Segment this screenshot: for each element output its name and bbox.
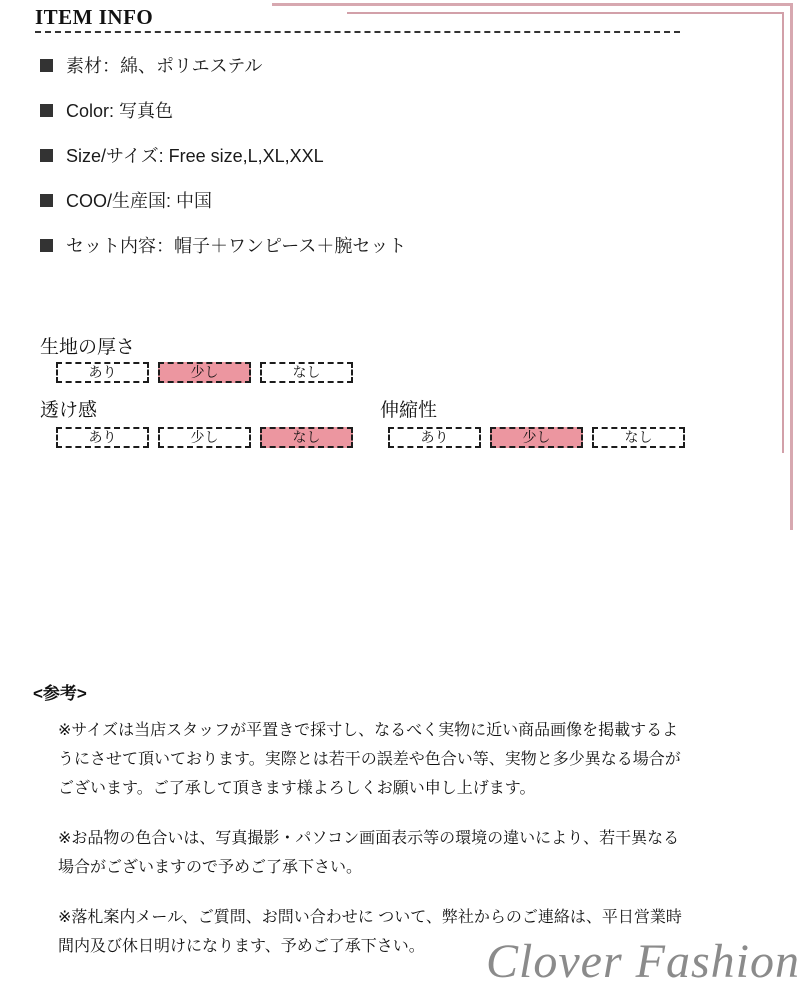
square-bullet-icon <box>40 194 53 207</box>
reference-paragraph-sizing <box>58 716 698 803</box>
spec-text: 素材：綿、ポリエステル <box>66 56 263 76</box>
reference-line: 間内及び休日明けになります、予めご了承下さい。 <box>58 938 425 955</box>
attr-options-sheerness <box>56 427 353 448</box>
spec-text: Size/サイズ: Free size,L,XL,XXL <box>66 146 324 166</box>
spec-item-material <box>40 55 406 75</box>
option-chip-ari: あり <box>56 362 149 383</box>
spec-item-coo <box>40 190 406 210</box>
square-bullet-icon <box>40 104 53 117</box>
reference-line: ※お品物の色合いは、写真撮影・パソコン画面表示等の環境の違いにより、若干異なる <box>58 830 680 847</box>
option-chip-sukoshi: 少し <box>158 427 251 448</box>
reference-paragraph-color-difference <box>58 824 698 882</box>
reference-line: ※落札案内メール、ご質問、お問い合わせに ついて、弊社からのご連絡は、平日営業時 <box>58 909 682 926</box>
option-chip-nashi-selected: なし <box>260 427 353 448</box>
dashed-divider <box>35 31 680 33</box>
reference-heading: <参考> <box>33 684 87 703</box>
option-chip-sukoshi-selected: 少し <box>490 427 583 448</box>
option-chip-nashi: なし <box>260 362 353 383</box>
frame-line-inner-top <box>347 12 784 14</box>
reference-line: 場合がございますので予めご了承下さい。 <box>58 859 363 876</box>
attr-options-fabric-thickness <box>56 362 353 383</box>
spec-list <box>40 55 406 280</box>
reference-line: うにさせて頂いております。実際とは若干の誤差や色合い等、実物と多少異なる場合が <box>58 751 681 768</box>
frame-line-inner-right <box>782 12 784 453</box>
square-bullet-icon <box>40 149 53 162</box>
spec-text: セット内容：帽子＋ワンピース＋腕セット <box>66 236 407 256</box>
spec-item-color <box>40 100 406 120</box>
option-chip-ari: あり <box>56 427 149 448</box>
square-bullet-icon <box>40 239 53 252</box>
square-bullet-icon <box>40 59 53 72</box>
page-title: ITEM INFO <box>35 5 154 29</box>
reference-line: ※サイズは当店スタッフが平置きで採寸し、なるべく実物に近い商品画像を掲載するよ <box>58 722 679 739</box>
frame-line-outer-top <box>272 3 793 6</box>
spec-text: COO/生産国: 中国 <box>66 191 213 211</box>
reference-line: ございます。ご了承して頂きます様よろしくお願い申し上げます。 <box>58 780 536 797</box>
attr-label-sheerness: 透け感 <box>40 400 98 421</box>
attr-label-stretch: 伸縮性 <box>380 400 438 421</box>
option-chip-nashi: なし <box>592 427 685 448</box>
spec-item-size <box>40 145 406 165</box>
option-chip-ari: あり <box>388 427 481 448</box>
spec-text: Color: 写真色 <box>66 101 174 121</box>
attr-label-fabric-thickness: 生地の厚さ <box>40 337 136 358</box>
spec-item-set-contents <box>40 235 406 255</box>
frame-line-outer-right <box>790 3 793 530</box>
option-chip-sukoshi-selected: 少し <box>158 362 251 383</box>
brand-logo: Clover Fashion <box>486 935 800 988</box>
attr-options-stretch <box>388 427 685 448</box>
